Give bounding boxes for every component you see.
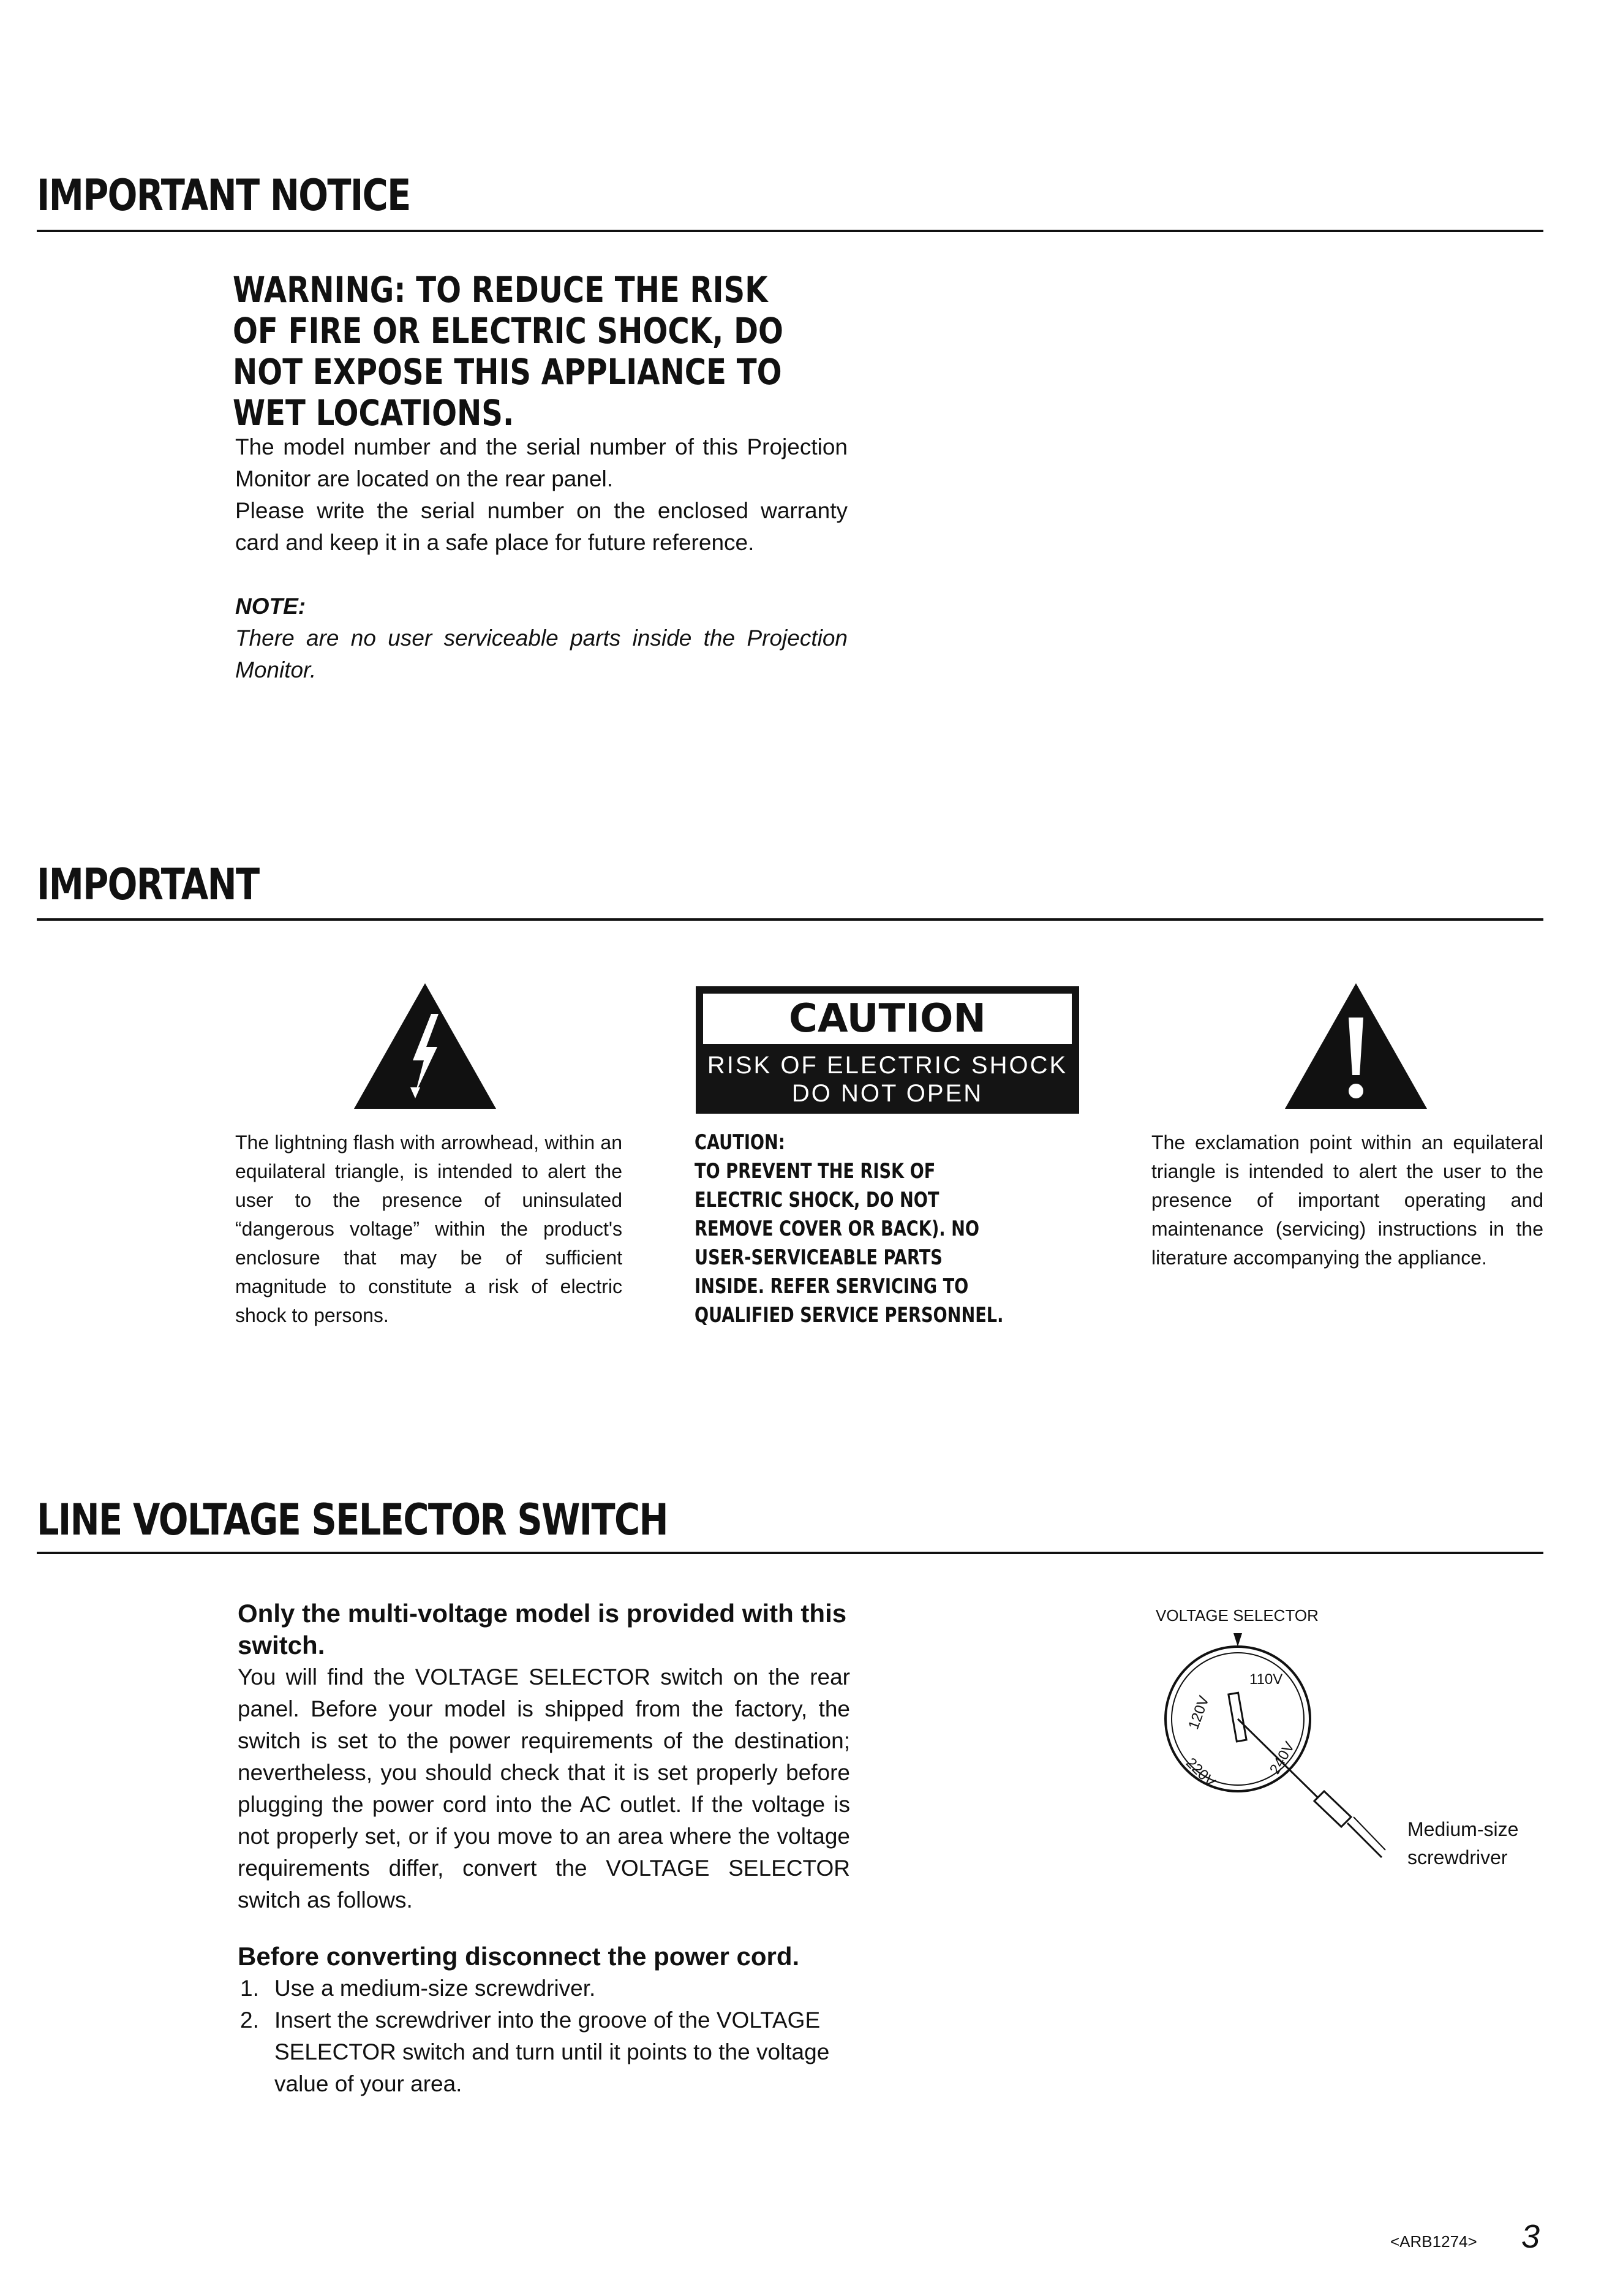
- wet-location-warning: WARNING: TO REDUCE THE RISK OF FIRE OR ELECTRIC SHOCK, DO NOT EXPOSE THIS APPLIANCE TO WET LOCATIONS.: [233, 269, 783, 434]
- lightning-warning-icon: [354, 983, 496, 1109]
- conversion-steps: [240, 1973, 853, 2100]
- voltage-selector-label: VOLTAGE SELECTOR: [1156, 1606, 1319, 1625]
- page-number: 3: [1521, 2218, 1540, 2255]
- section-title-important: IMPORTANT: [37, 859, 259, 910]
- caution-instructions-text: TO PREVENT THE RISK OF ELECTRIC SHOCK, DO NOT REMOVE COVER OR BACK). NO USER-SERVICEABLE PARTS INSIDE. REFER SERVICING TO QUALIFIED SERVICE PERSONNEL.: [695, 1159, 1004, 1327]
- section-rule: [37, 230, 1543, 232]
- section-title-important-notice: IMPORTANT NOTICE: [37, 170, 410, 221]
- list-item: [240, 1973, 853, 2004]
- voltage-240-label: 240V: [1266, 1739, 1298, 1777]
- list-item: [240, 2004, 853, 2100]
- section-rule: [37, 1552, 1543, 1554]
- caution-box-title: CAUTION: [703, 994, 1072, 1044]
- step-text: Use a medium-size screwdriver.: [274, 1976, 596, 2001]
- voltage-selector-paragraph: You will find the VOLTAGE SELECTOR switch on the rear panel. Before your model is shipped from the factory, the switch is set to the power requirements of the destination; nevertheless, you should check that it is set properly before plugging the power cord into the AC outlet. If the voltage is not properly set, or if you move to an area where the voltage requirements differ, convert the VOLTAGE SELECTOR switch as follows.: [238, 1664, 850, 1913]
- caution-instructions: [695, 1128, 1018, 1330]
- multi-voltage-heading: Only the multi-voltage model is provided with this switch.: [238, 1599, 847, 1660]
- note-label-text: NOTE:: [235, 594, 306, 619]
- step-text: Insert the screwdriver into the groove of the VOLTAGE SELECTOR switch and turn until it points to the voltage value of your area.: [274, 2007, 830, 2096]
- caution-label-box: [696, 986, 1079, 1114]
- step-number: 2.: [240, 2007, 259, 2033]
- lightning-description: The lightning flash with arrowhead, within an equilateral triangle, is intended to alert the user to the presence of uninsulated “dangerous voltage” within the product's enclosure that may be of sufficient magnitude to constitute a risk of electric shock to persons.: [235, 1131, 622, 1326]
- exclamation-warning-icon: [1285, 983, 1427, 1109]
- caution-box-line-2: DO NOT OPEN: [791, 1080, 984, 1107]
- model-number-paragraph: The model number and the serial number of this Projection Monitor are located on the rear panel.: [235, 434, 848, 491]
- caution-instructions-label: CAUTION:: [695, 1130, 785, 1155]
- note-text: There are no user serviceable parts inside the Projection Monitor.: [235, 625, 848, 682]
- step-number: 1.: [240, 1976, 259, 2001]
- screwdriver-label-line-1: Medium-size: [1407, 1818, 1519, 1840]
- section-rule: [37, 918, 1543, 921]
- voltage-220-label: 220V: [1183, 1754, 1219, 1791]
- exclamation-description: The exclamation point within an equilateral triangle is intended to alert the user to the presence of important operating and maintenance (servicing) instructions in the literature accompanying the appliance.: [1151, 1131, 1543, 1269]
- serial-number-paragraph: Please write the serial number on the enclosed warranty card and keep it in a safe place for future reference.: [235, 498, 848, 555]
- disconnect-heading: Before converting disconnect the power cord.: [238, 1942, 800, 1971]
- document-code: <ARB1274>: [1390, 2232, 1477, 2251]
- section-title-voltage-selector: LINE VOLTAGE SELECTOR SWITCH: [37, 1495, 668, 1545]
- screwdriver-label-line-2: screwdriver: [1407, 1846, 1508, 1868]
- note-label: [235, 591, 848, 622]
- voltage-110-label: 110V: [1249, 1671, 1283, 1688]
- caution-box-line-1: RISK OF ELECTRIC SHOCK: [707, 1052, 1068, 1079]
- voltage-120-label: 120V: [1185, 1693, 1213, 1732]
